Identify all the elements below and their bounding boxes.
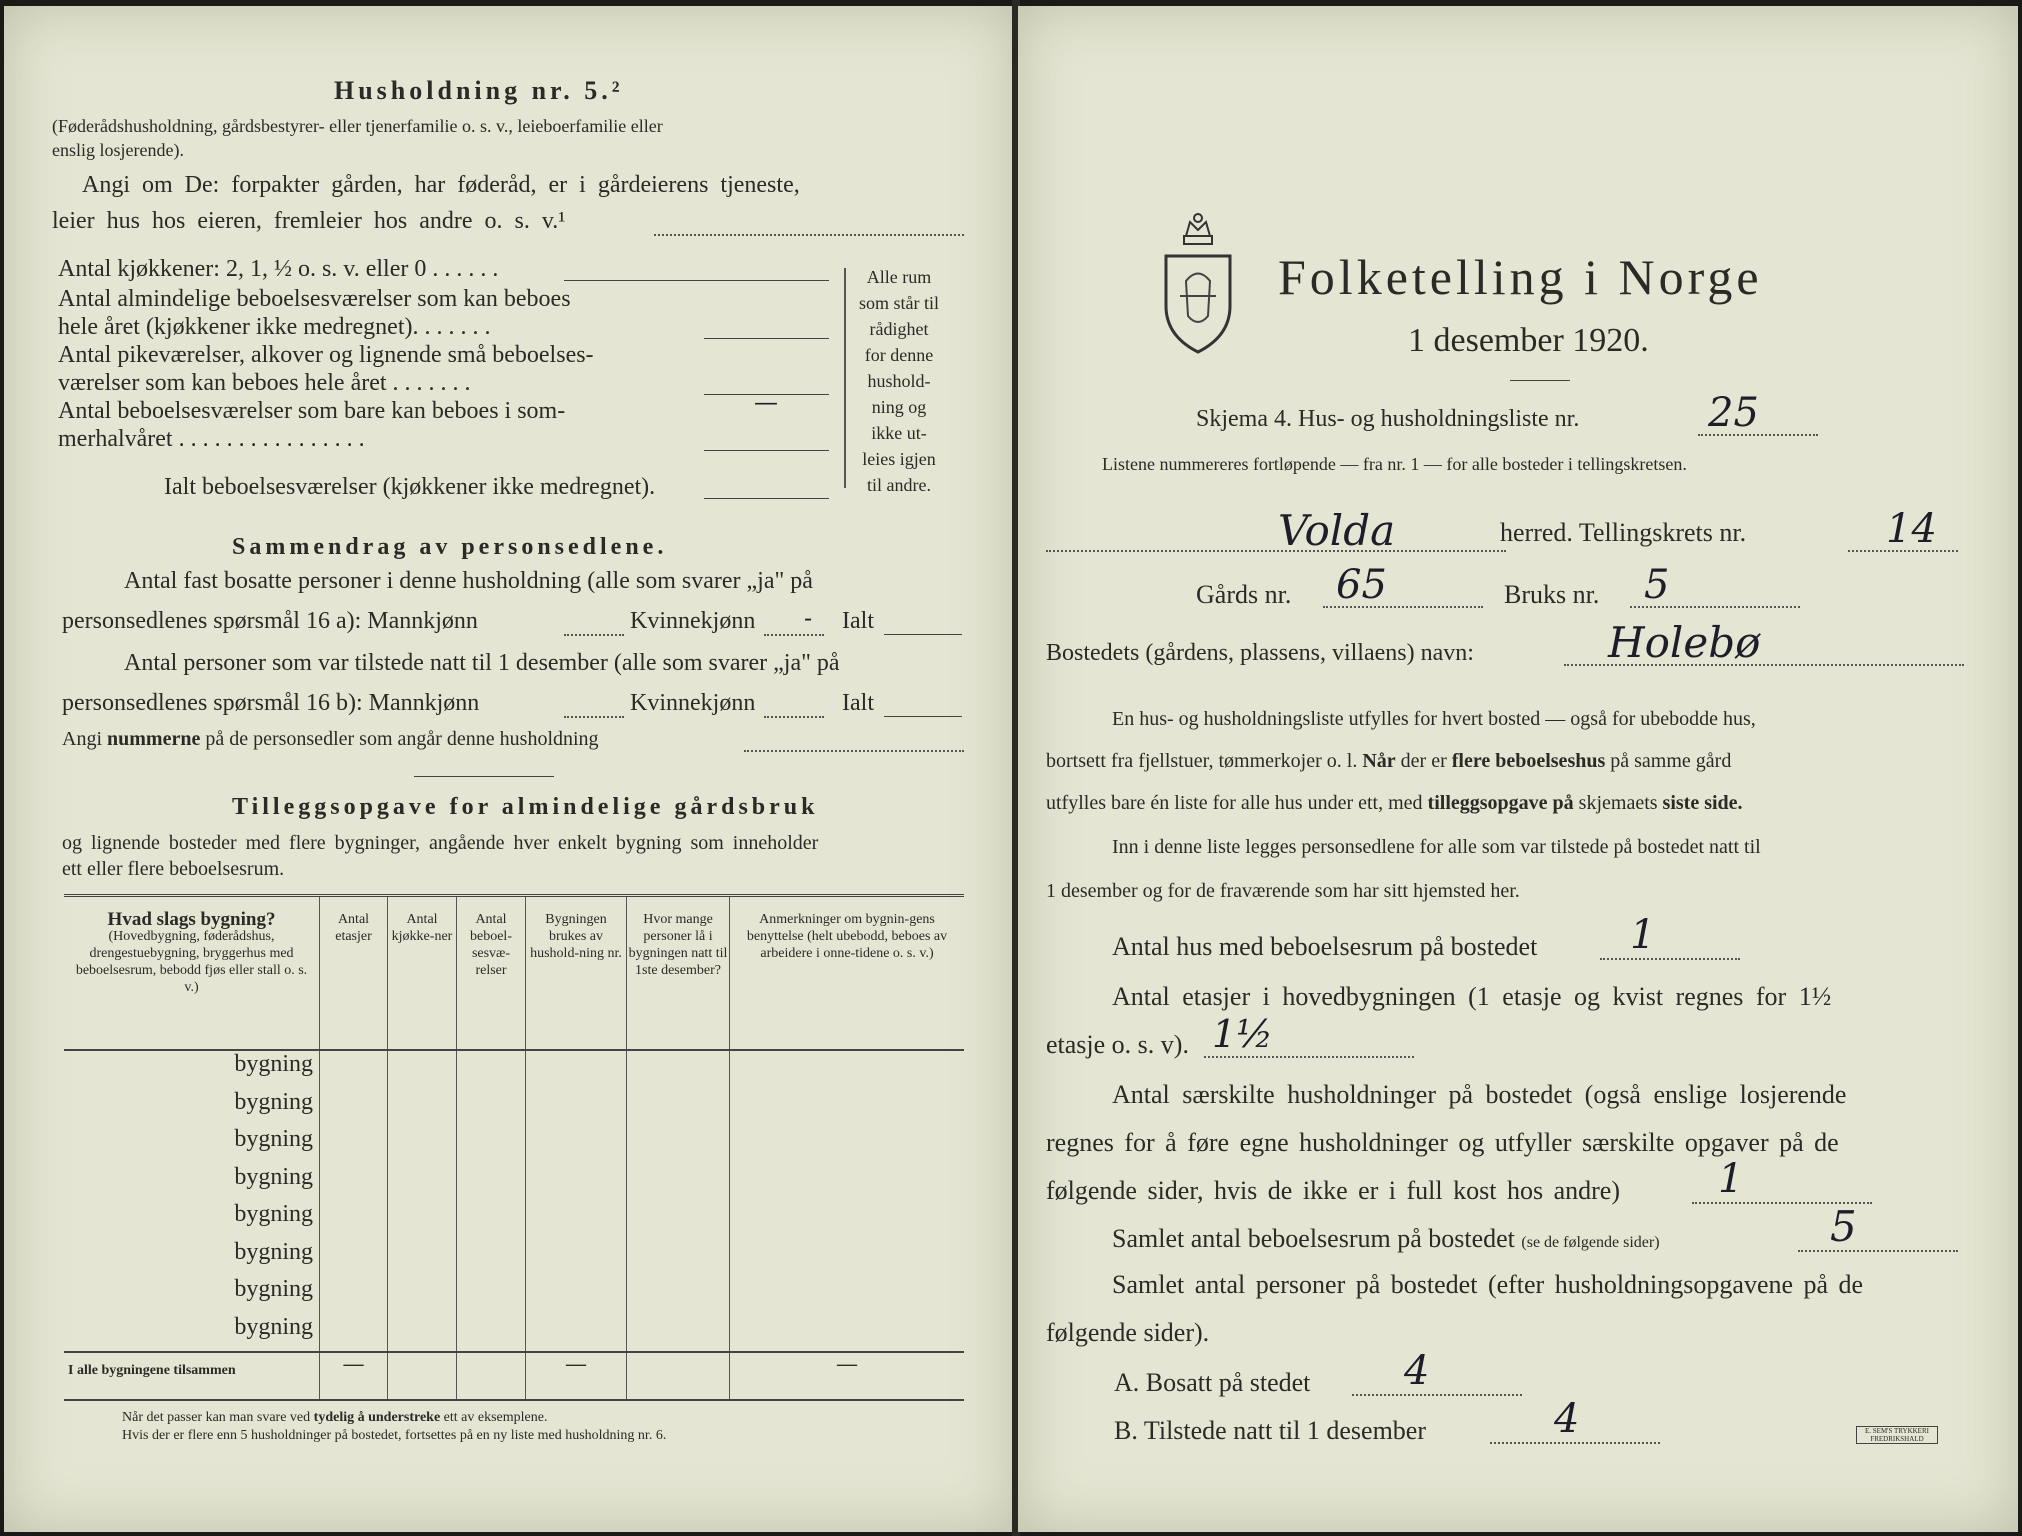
supplement-line-2: ett eller flere beboelsesrum. [62, 858, 285, 880]
table-row [64, 1314, 964, 1353]
total-dash: — [730, 1352, 965, 1400]
rooms-row-1: Antal kjøkkener: 2, 1, ½ o. s. v. eller 0 . . . . . . [58, 256, 499, 282]
brace [844, 268, 846, 488]
instr-2-post: på samme gård [1610, 750, 1732, 772]
q4-label [1112, 1224, 1660, 1254]
col-building-type-title: Hvad slags bygning? [107, 909, 276, 930]
a-value: 4 [1404, 1348, 1430, 1394]
instr-3-bold-2: siste side. [1662, 792, 1743, 814]
q2-value: 1½ [1212, 1012, 1274, 1056]
s1-ialt-line [884, 634, 962, 635]
brace-note-line: ning og [871, 397, 927, 417]
row-label: bygning [234, 1163, 313, 1190]
col-anmerkninger: Anmerkninger om bygnin-gens benyttelse (helt ubebodd, beboes av arbeidere i onne-tidene o. s. v.) [730, 896, 965, 1051]
instr-2-bold-2: flere beboelseshus [1451, 750, 1606, 772]
bosted-value: Holebø [1608, 618, 1761, 667]
summary-3 [62, 728, 599, 751]
row-label: bygning [234, 1276, 313, 1302]
rooms-line-2 [704, 338, 829, 339]
brace-note-line: som står til [859, 293, 939, 313]
q3-value: 1 [1718, 1156, 1744, 1202]
rooms-row-2a: Antal almindelige beboelsesværelser som kan beboes [58, 286, 571, 312]
instr-2 [1046, 750, 1731, 773]
rooms-total: Ialt beboelsesværelser (kjøkkener ikke medregnet). [164, 474, 656, 500]
col-husholdning: Bygningen brukes av hushold-ning nr. [526, 896, 627, 1051]
summary-1-kv-label: Kvinnekjønn [630, 608, 756, 634]
col-kjokkener: Antal kjøkke-ner [388, 896, 457, 1051]
angi-line [654, 234, 964, 236]
gards-value: 65 [1336, 562, 1387, 608]
q3-label-c: følgende sider, hvis de ikke er i full kost hos andre) [1046, 1176, 1620, 1205]
rooms-line-4 [704, 450, 829, 451]
summary-title: Sammendrag av personsedlene. [232, 534, 668, 560]
total-label: I alle bygningene tilsammen [64, 1352, 320, 1400]
angi-line-1: Angi om De: forpakter gården, har føderåd, er i gårdeierens tjeneste, [82, 172, 800, 198]
row-label: bygning [234, 1126, 313, 1152]
brace-note-line: for denne [864, 345, 934, 365]
form-date: 1 desember 1920. [1408, 322, 1649, 359]
herred-label: herred. Tellingskrets nr. [1500, 518, 1747, 547]
s2-kv-line [764, 716, 824, 718]
b-value: 4 [1554, 1396, 1580, 1442]
col-building-type [64, 896, 320, 1051]
rooms-row-2b: hele året (kjøkkener ikke medregnet). . . . . . . [58, 314, 491, 340]
q3-label-b: regnes for å føre egne husholdninger og utfyller særskilte opgaver på de [1046, 1128, 1839, 1157]
instr-1: En hus- og husholdningsliste utfylles for hvert bosted — også for ubebodde hus, [1112, 708, 1756, 730]
bosted-label: Bostedets (gårdens, plassens, villaens) navn: [1046, 640, 1474, 666]
q2-label-b: etasje o. s. v). [1046, 1030, 1189, 1059]
listene-note: Listene nummereres fortløpende — fra nr. 1 — for alle bosteder i tellingskretsen. [1102, 454, 1687, 474]
row-label: bygning [234, 1051, 313, 1077]
table-total-row [64, 1352, 964, 1400]
q4-value: 5 [1830, 1202, 1857, 1251]
table-row [64, 1089, 964, 1127]
bruks-label: Bruks nr. [1504, 580, 1600, 609]
angi-line-2: leier hus hos eieren, fremleier hos andre o. s. v.¹ [52, 208, 566, 234]
q1-line [1600, 958, 1740, 960]
col-building-type-sub: (Hovedbygning, føderådshus, drengestuebygning, bryggerhus med beboelsesrum, bebodd fjøs eller stall o. s. v.) [75, 929, 308, 995]
instr-3-mid: skjemaets [1578, 792, 1658, 814]
form-title: Folketelling i Norge [1278, 249, 1763, 305]
brace-note [854, 264, 944, 498]
summary-1-ialt: Ialt [842, 608, 874, 634]
brace-note-line: ikke ut- [871, 423, 927, 443]
title-divider [1510, 380, 1570, 381]
rooms-line-1 [564, 280, 829, 281]
q5-label-b: følgende sider). [1046, 1318, 1210, 1347]
summary-3-post: på de personsedler som angår denne husholdning [205, 728, 599, 750]
summary-2a: Antal personer som var tilstede natt til 1 desember (alle som svarer „ja" på [124, 650, 840, 676]
b-line [1490, 1442, 1660, 1444]
table-row [64, 1276, 964, 1314]
brace-note-line: leies igjen [862, 449, 936, 469]
table-row [64, 1164, 964, 1202]
table-row [64, 1239, 964, 1277]
q5-label-a: Samlet antal personer på bostedet (efter husholdningsopgavene på de [1112, 1270, 1864, 1299]
herred-value: Volda [1278, 506, 1396, 555]
bruks-value: 5 [1644, 562, 1670, 608]
rooms-row-4-value: — [754, 388, 778, 416]
herred-line [1046, 550, 1506, 552]
s2-ialt-line [884, 716, 962, 717]
rooms-row-4a: Antal beboelsesværelser som bare kan beboes i som- [58, 398, 566, 424]
brace-note-line: til andre. [867, 475, 931, 495]
total-dash: — [526, 1352, 627, 1400]
footnote-1-bold: tydelig å understreke [313, 1410, 441, 1425]
instr-3-bold: tilleggsopgave på [1427, 792, 1574, 814]
total-dash: — [320, 1352, 388, 1400]
s2-mann-line [564, 716, 624, 718]
rooms-line-total [704, 498, 829, 499]
row-label: bygning [234, 1088, 313, 1115]
col-vaerelser: Antal beboel-sesvæ-relser [457, 896, 526, 1051]
instr-3 [1046, 792, 1743, 815]
gards-label: Gårds nr. [1196, 580, 1292, 609]
b-label: B. Tilstede natt til 1 desember [1114, 1416, 1426, 1445]
brace-note-line: Alle rum [866, 267, 932, 287]
supplement-line-1: og lignende bosteder med flere bygninger, angående hver enkelt bygning som inneholder [62, 832, 819, 854]
q4-line [1798, 1250, 1958, 1252]
footnote-1-pre: Når det passer kan man svare ved [122, 1410, 311, 1425]
brace-note-line: hushold- [867, 371, 931, 391]
instr-5: 1 desember og for de fraværende som har sitt hjemsted her. [1046, 880, 1520, 902]
col-etasjer: Antal etasjer [320, 896, 388, 1051]
skjema-nr-value: 25 [1708, 390, 1759, 436]
table-row [64, 1201, 964, 1239]
footnote-2: Hvis der er flere enn 5 husholdninger på bostedet, fortsettes på en ny liste med husholdning nr. 6. [122, 1428, 667, 1443]
table-row [64, 1126, 964, 1164]
intro-line-2: enslig losjerende). [52, 140, 184, 160]
summary-2-ialt: Ialt [842, 690, 874, 716]
instr-4: Inn i denne liste legges personsedlene for alle som var tilstede på bostedet natt til [1112, 836, 1761, 858]
q4-label-text: Samlet antal beboelsesrum på bostedet [1112, 1224, 1515, 1253]
summary-1-kv-value: - [804, 604, 813, 632]
row-label: bygning [234, 1313, 313, 1340]
supplement-title: Tilleggsopgave for almindelige gårdsbruk [232, 794, 819, 820]
s3-line [744, 750, 964, 752]
left-page [4, 6, 1014, 1532]
col-personer: Hvor mange personer lå i bygningen natt til 1ste desember? [627, 896, 730, 1051]
row-label: bygning [234, 1201, 313, 1227]
household-title: Husholdning nr. 5.² [334, 76, 624, 105]
summary-2b: personsedlenes spørsmål 16 b): Mannkjønn [62, 690, 480, 716]
a-line [1352, 1394, 1522, 1396]
instr-2-bold-1: Når [1362, 750, 1396, 772]
summary-3-bold: nummerne [107, 728, 201, 750]
table-header-row [64, 896, 964, 1051]
right-page [1018, 6, 2018, 1532]
intro-line-1: (Føderådshusholdning, gårdsbestyrer- eller tjenerfamilie o. s. v., leieboerfamilie eller [52, 116, 663, 136]
q1-value: 1 [1630, 912, 1656, 958]
summary-2-kv-label: Kvinnekjønn [630, 690, 756, 716]
rooms-row-3b: værelser som kan beboes hele året . . . . . . . [58, 370, 471, 396]
krets-value: 14 [1886, 506, 1937, 552]
summary-1a: Antal fast bosatte personer i denne husholdning (alle som svarer „ja" på [124, 568, 813, 594]
rooms-row-4b: merhalvåret . . . . . . . . . . . . . . . . [58, 426, 365, 452]
brace-note-line: rådighet [869, 319, 929, 339]
q3-label-a: Antal særskilte husholdninger på bostedet (også enslige losjerende [1112, 1080, 1847, 1109]
footnote-1-post: ett av eksemplene. [443, 1410, 548, 1425]
a-label: A. Bosatt på stedet [1114, 1368, 1311, 1397]
instr-2-mid: der er [1400, 750, 1447, 772]
coat-of-arms-icon [1158, 206, 1238, 356]
summary-3-pre: Angi [62, 728, 102, 750]
section-divider [414, 776, 554, 777]
table-row [64, 1050, 964, 1089]
printer-stamp: E. SEM'S TRYKKERI FREDRIKSHALD [1856, 1426, 1938, 1444]
rooms-row-3a: Antal pikeværelser, alkover og lignende små beboelses- [58, 342, 594, 368]
summary-1b: personsedlenes spørsmål 16 a): Mannkjønn [62, 608, 478, 634]
building-table [64, 894, 964, 1401]
row-label: bygning [234, 1238, 313, 1265]
skjema-line: Skjema 4. Hus- og husholdningsliste nr. [1196, 406, 1580, 432]
instr-3-pre: utfylles bare én liste for alle hus under ett, med [1046, 792, 1423, 814]
q2-line [1204, 1056, 1414, 1058]
s1-kv-line [764, 634, 824, 636]
instr-2-pre: bortsett fra fjellstuer, tømmerkojer o. l. [1046, 750, 1358, 772]
s1-mann-line [564, 634, 624, 636]
q1-label: Antal hus med beboelsesrum på bostedet [1112, 932, 1538, 961]
q2-label-a: Antal etasjer i hovedbygningen (1 etasje og kvist regnes for 1½ [1112, 982, 1832, 1011]
footnote-1 [122, 1410, 547, 1426]
q4-label-small: (se de følgende sider) [1521, 1234, 1660, 1251]
